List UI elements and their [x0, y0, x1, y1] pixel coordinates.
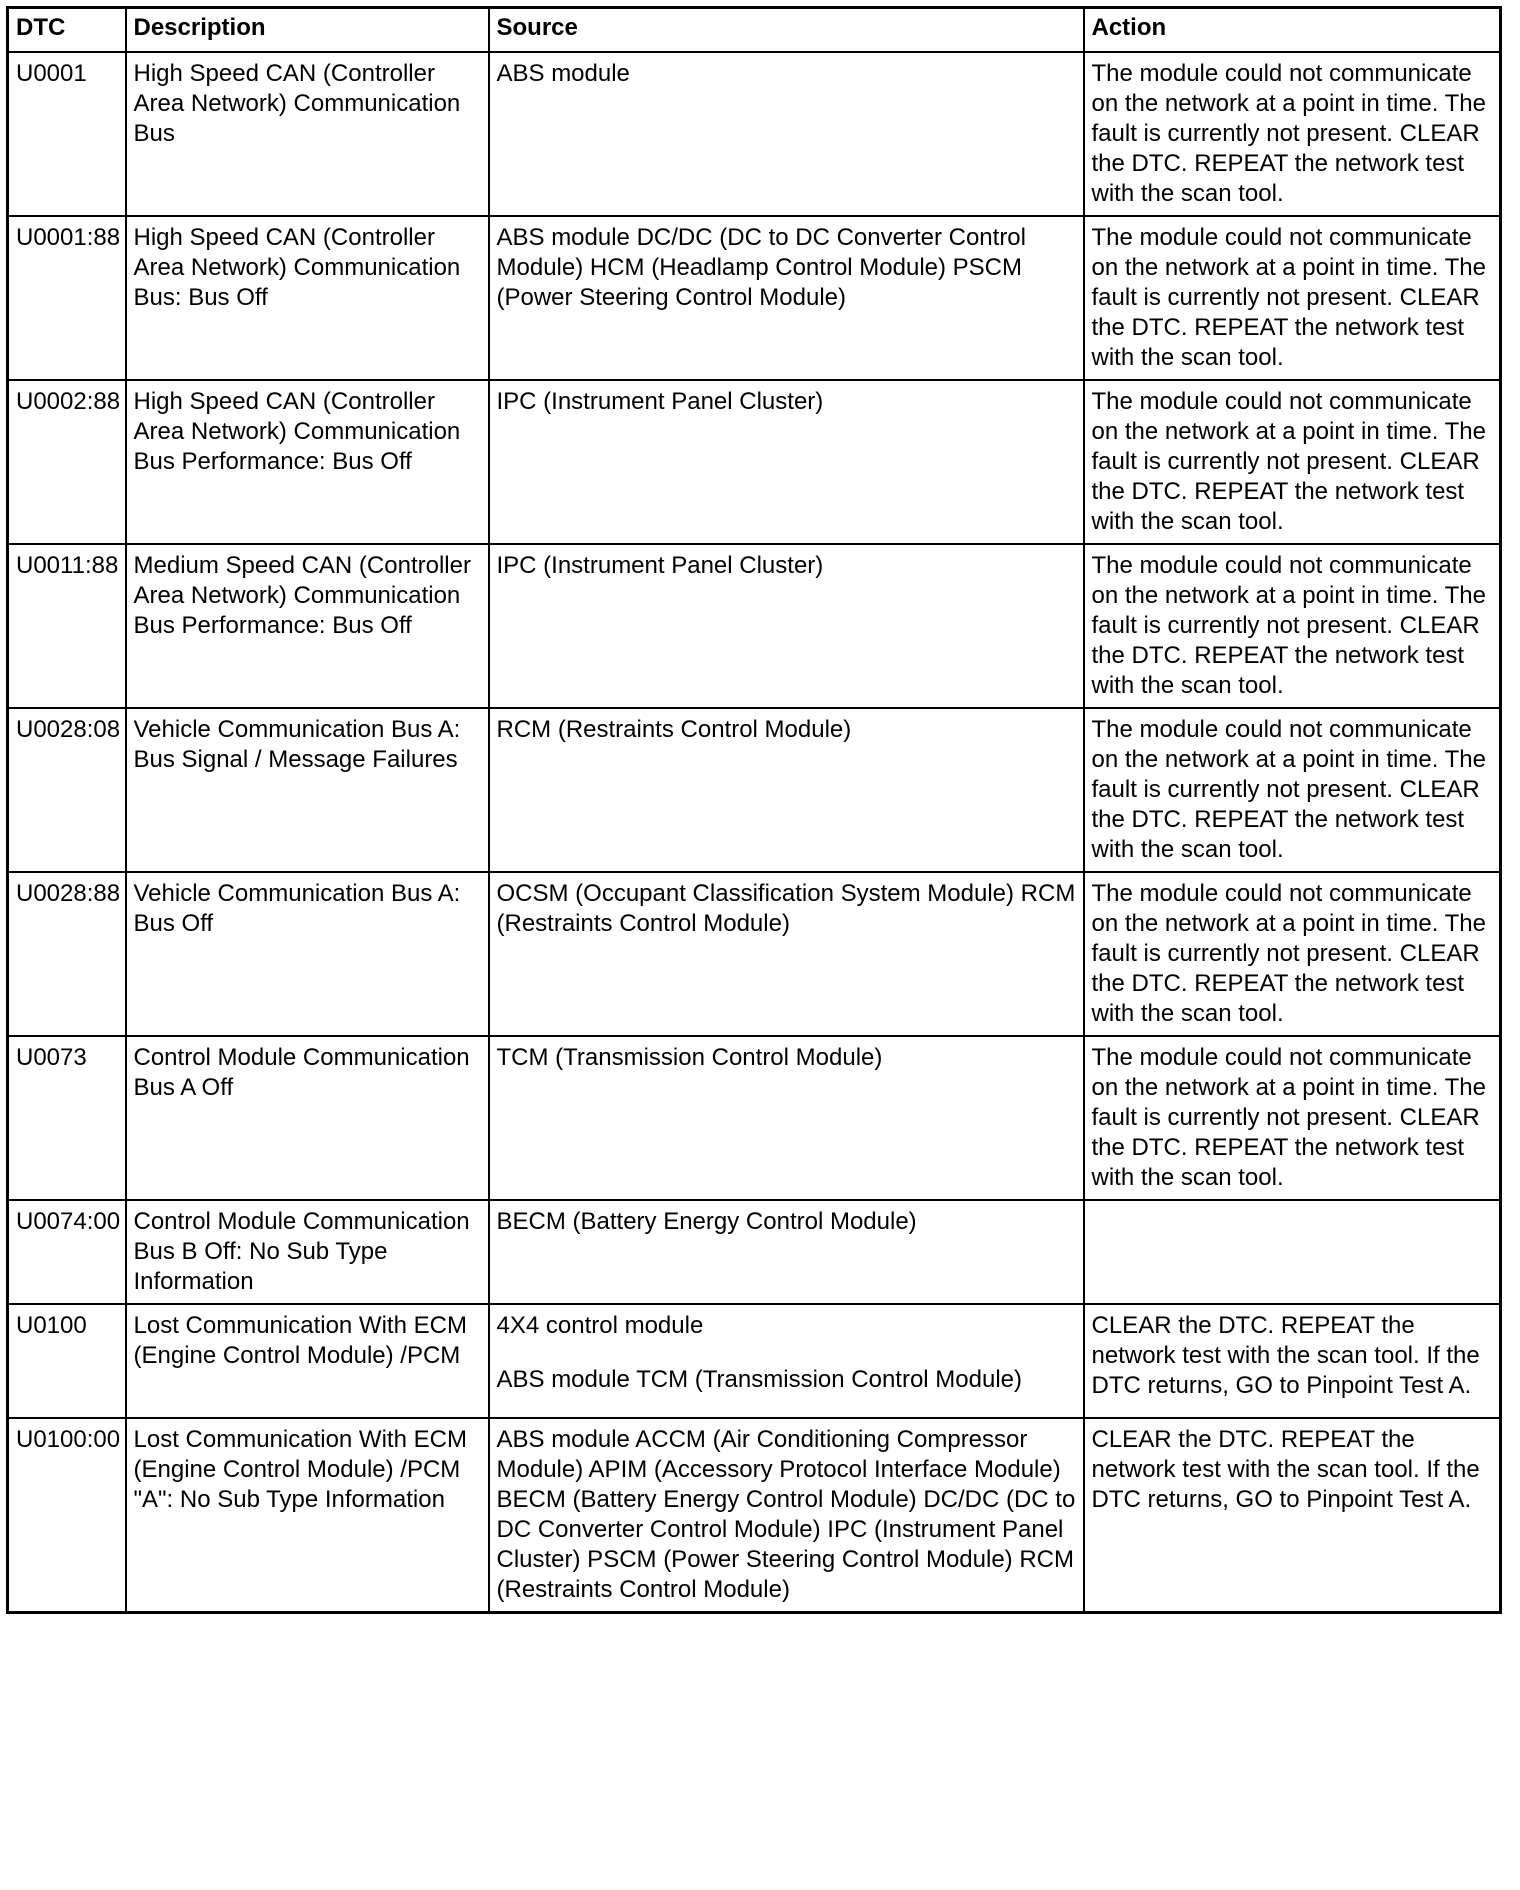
action-cell: The module could not communicate on the network at a point in time. The fault is currently not present. CLEAR the DTC. REPEAT the network test with the scan tool. [1084, 1036, 1501, 1200]
source-line: BECM (Battery Energy Control Module) [496, 1208, 917, 1235]
header-action: Action [1084, 8, 1501, 53]
source-cell [489, 1200, 1084, 1304]
source-line: OCSM (Occupant Classification System Module) RCM (Restraints Control Module) [496, 880, 1076, 937]
header-source: Source [489, 8, 1084, 53]
source-cell [489, 708, 1084, 872]
action-cell: CLEAR the DTC. REPEAT the network test with the scan tool. If the DTC returns, GO to Pinpoint Test A. [1084, 1304, 1501, 1418]
dtc-code-cell: U0028:08 [8, 708, 126, 872]
description-cell: Control Module Communication Bus A Off [126, 1036, 489, 1200]
source-cell [489, 1304, 1084, 1418]
source-line: IPC (Instrument Panel Cluster) [496, 552, 824, 579]
header-dtc: DTC [8, 8, 126, 53]
table-row [8, 1304, 1501, 1418]
table-row [8, 52, 1501, 216]
description-cell: High Speed CAN (Controller Area Network) Communication Bus [126, 52, 489, 216]
source-line: ABS module DC/DC (DC to DC Converter Control Module) HCM (Headlamp Control Module) PSCM (Power Steering Control Module) [496, 224, 1026, 311]
action-cell: The module could not communicate on the network at a point in time. The fault is currently not present. CLEAR the DTC. REPEAT the network test with the scan tool. [1084, 380, 1501, 544]
description-cell: Control Module Communication Bus B Off: No Sub Type Information [126, 1200, 489, 1304]
source-line: ABS module ACCM (Air Conditioning Compressor Module) APIM (Accessory Protocol Interface Module) BECM (Battery Energy Control Module) DC/DC (DC to DC Converter Control Module) IPC (Instrument Panel Cluster) PSCM (Power Steering Control Module) RCM (Restraints Control Module) [496, 1426, 1076, 1603]
table-row [8, 544, 1501, 708]
table-row [8, 1036, 1501, 1200]
source-cell [489, 52, 1084, 216]
source-line: ABS module TCM (Transmission Control Module) [496, 1366, 1023, 1393]
description-cell: Vehicle Communication Bus A: Bus Off [126, 872, 489, 1036]
table-row [8, 708, 1501, 872]
description-cell: Lost Communication With ECM (Engine Control Module) /PCM "A": No Sub Type Information [126, 1418, 489, 1613]
source-line: 4X4 control module [496, 1312, 704, 1339]
action-cell: The module could not communicate on the network at a point in time. The fault is currently not present. CLEAR the DTC. REPEAT the network test with the scan tool. [1084, 708, 1501, 872]
source-cell [489, 544, 1084, 708]
dtc-code-cell: U0100 [8, 1304, 126, 1418]
table-row [8, 380, 1501, 544]
description-cell: High Speed CAN (Controller Area Network) Communication Bus: Bus Off [126, 216, 489, 380]
description-cell: High Speed CAN (Controller Area Network) Communication Bus Performance: Bus Off [126, 380, 489, 544]
table-row [8, 1418, 1501, 1613]
action-cell [1084, 1200, 1501, 1304]
source-cell [489, 872, 1084, 1036]
source-cell [489, 1036, 1084, 1200]
source-line: TCM (Transmission Control Module) [496, 1044, 883, 1071]
description-cell: Lost Communication With ECM (Engine Control Module) /PCM [126, 1304, 489, 1418]
dtc-code-cell: U0001 [8, 52, 126, 216]
table-header-row [8, 8, 1501, 53]
dtc-code-cell: U0073 [8, 1036, 126, 1200]
source-cell [489, 1418, 1084, 1613]
source-cell [489, 380, 1084, 544]
dtc-code-cell: U0074:00 [8, 1200, 126, 1304]
table-row [8, 216, 1501, 380]
table-body [8, 52, 1501, 1613]
header-description: Description [126, 8, 489, 53]
table-row [8, 1200, 1501, 1304]
description-cell: Medium Speed CAN (Controller Area Network) Communication Bus Performance: Bus Off [126, 544, 489, 708]
action-cell: The module could not communicate on the network at a point in time. The fault is currently not present. CLEAR the DTC. REPEAT the network test with the scan tool. [1084, 872, 1501, 1036]
action-cell: The module could not communicate on the network at a point in time. The fault is currently not present. CLEAR the DTC. REPEAT the network test with the scan tool. [1084, 544, 1501, 708]
dtc-code-cell: U0002:88 [8, 380, 126, 544]
action-cell: The module could not communicate on the network at a point in time. The fault is currently not present. CLEAR the DTC. REPEAT the network test with the scan tool. [1084, 52, 1501, 216]
source-cell [489, 216, 1084, 380]
dtc-code-cell: U0028:88 [8, 872, 126, 1036]
source-line: IPC (Instrument Panel Cluster) [496, 388, 824, 415]
dtc-code-cell: U0001:88 [8, 216, 126, 380]
dtc-code-cell: U0011:88 [8, 544, 126, 708]
dtc-code-cell: U0100:00 [8, 1418, 126, 1613]
dtc-table [6, 6, 1502, 1614]
action-cell: CLEAR the DTC. REPEAT the network test with the scan tool. If the DTC returns, GO to Pinpoint Test A. [1084, 1418, 1501, 1613]
source-line: RCM (Restraints Control Module) [496, 716, 852, 743]
description-cell: Vehicle Communication Bus A: Bus Signal / Message Failures [126, 708, 489, 872]
source-line: ABS module [496, 60, 630, 87]
action-cell: The module could not communicate on the network at a point in time. The fault is currently not present. CLEAR the DTC. REPEAT the network test with the scan tool. [1084, 216, 1501, 380]
table-row [8, 872, 1501, 1036]
